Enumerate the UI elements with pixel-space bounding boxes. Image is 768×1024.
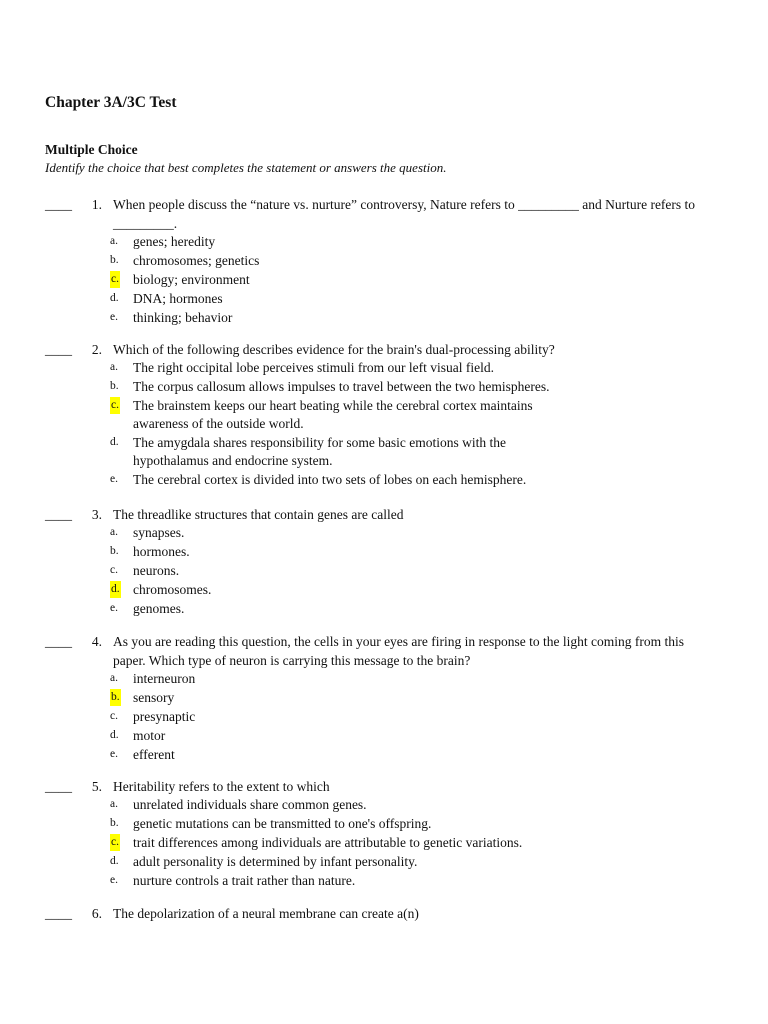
- question-number: 6.: [91, 906, 102, 921]
- question-stem: Which of the following describes evidence for the brain's dual-processing ability?: [113, 342, 555, 357]
- question-number: 5.: [91, 779, 102, 794]
- answer-blank: ____: [45, 342, 72, 357]
- question-stem: Heritability refers to the extent to which: [113, 779, 330, 794]
- choice-text: nurture controls a trait rather than nature.: [133, 873, 356, 888]
- choice-b: [0, 378, 768, 397]
- question-stem: As you are reading this question, the cells in your eyes are firing in response to the light coming from this paper. Which type of neuron is carrying this message to the brain?: [113, 634, 685, 668]
- question-stem: The threadlike structures that contain genes are called: [113, 507, 404, 522]
- choice-text: synapses.: [133, 525, 185, 540]
- choice-letter: b.: [110, 380, 119, 392]
- choice-letter: d.: [110, 855, 119, 867]
- choice-letter-highlighted: d.: [110, 581, 121, 598]
- choice-list: [0, 670, 768, 765]
- choice-list: [0, 359, 768, 490]
- question-stem: The depolarization of a neural membrane can create a(n): [113, 906, 419, 921]
- choice-text: The brainstem keeps our heart beating while the cerebral cortex maintains awareness of the outside world.: [133, 398, 533, 431]
- choice-list: [0, 524, 768, 619]
- choice-c: [0, 708, 768, 727]
- choice-letter: b.: [110, 817, 119, 829]
- choice-letter: b.: [110, 545, 119, 557]
- choice-text: chromosomes; genetics: [133, 253, 260, 268]
- choice-letter: a.: [110, 526, 118, 538]
- choice-letter: e.: [110, 473, 118, 485]
- choice-text: biology; environment: [133, 272, 250, 287]
- choice-text: DNA; hormones: [133, 291, 223, 306]
- choice-text: genomes.: [133, 601, 185, 616]
- choice-letter: d.: [110, 436, 119, 448]
- choice-text: trait differences among individuals are attributable to genetic variations.: [133, 835, 523, 850]
- choice-c: [0, 834, 768, 853]
- choice-d: [0, 727, 768, 746]
- question-number: 4.: [91, 634, 102, 649]
- choice-text: sensory: [133, 690, 175, 705]
- choice-letter-highlighted: c.: [110, 271, 120, 288]
- choice-letter: e.: [110, 311, 118, 323]
- answer-blank: ____: [45, 507, 72, 522]
- choice-a: [0, 796, 768, 815]
- instructions: Identify the choice that best completes the statement or answers the question.: [45, 160, 447, 175]
- choice-a: [0, 359, 768, 378]
- choice-d: [0, 290, 768, 309]
- choice-letter-highlighted: b.: [110, 689, 121, 706]
- choice-d: [0, 434, 768, 471]
- choice-letter: a.: [110, 235, 118, 247]
- page-title: Chapter 3A/3C Test: [45, 94, 177, 111]
- choice-letter: b.: [110, 254, 119, 266]
- choice-text: chromosomes.: [133, 582, 212, 597]
- choice-a: [0, 524, 768, 543]
- choice-letter-highlighted: c.: [110, 397, 120, 414]
- choice-letter: a.: [110, 361, 118, 373]
- choice-a: [0, 233, 768, 252]
- choice-e: [0, 600, 768, 619]
- question-number: 1.: [91, 197, 102, 212]
- choice-e: [0, 746, 768, 765]
- choice-list: [0, 233, 768, 328]
- choice-text: The right occipital lobe perceives stimuli from our left visual field.: [133, 360, 495, 375]
- choice-letter: d.: [110, 729, 119, 741]
- choice-text: The cerebral cortex is divided into two sets of lobes on each hemisphere.: [133, 472, 527, 487]
- answer-blank: ____: [45, 634, 72, 649]
- choice-text: The amygdala shares responsibility for some basic emotions with the hypothalamus and endocrine system.: [133, 435, 507, 468]
- choice-letter: a.: [110, 672, 118, 684]
- choice-text: presynaptic: [133, 709, 196, 724]
- question-number: 2.: [91, 342, 102, 357]
- choice-letter: e.: [110, 748, 118, 760]
- choice-e: [0, 872, 768, 891]
- choice-text: genetic mutations can be transmitted to one's offspring.: [133, 816, 432, 831]
- choice-letter: e.: [110, 874, 118, 886]
- choice-d: [0, 581, 768, 600]
- question-number: 3.: [91, 507, 102, 522]
- section-heading: Multiple Choice: [45, 142, 138, 157]
- choice-c: [0, 397, 768, 434]
- choice-b: [0, 815, 768, 834]
- choice-list: [0, 796, 768, 891]
- choice-text: motor: [133, 728, 166, 743]
- choice-d: [0, 853, 768, 872]
- choice-text: efferent: [133, 747, 175, 762]
- choice-c: [0, 271, 768, 290]
- answer-blank: ____: [45, 906, 72, 921]
- choice-letter-highlighted: c.: [110, 834, 120, 851]
- choice-b: [0, 689, 768, 708]
- choice-text: thinking; behavior: [133, 310, 233, 325]
- choice-letter: a.: [110, 798, 118, 810]
- answer-blank: ____: [45, 197, 72, 212]
- choice-b: [0, 252, 768, 271]
- choice-text: adult personality is determined by infant personality.: [133, 854, 418, 869]
- choice-text: hormones.: [133, 544, 190, 559]
- choice-e: [0, 471, 768, 490]
- choice-letter: e.: [110, 602, 118, 614]
- answer-blank: ____: [45, 779, 72, 794]
- choice-c: [0, 562, 768, 581]
- choice-a: [0, 670, 768, 689]
- choice-text: neurons.: [133, 563, 180, 578]
- choice-text: interneuron: [133, 671, 196, 686]
- choice-text: unrelated individuals share common genes.: [133, 797, 367, 812]
- choice-text: genes; heredity: [133, 234, 216, 249]
- choice-letter: d.: [110, 292, 119, 304]
- question-stem: When people discuss the “nature vs. nurture” controversy, Nature refers to _________ and Nurture refers to _________.: [113, 197, 696, 231]
- choice-e: [0, 309, 768, 328]
- choice-b: [0, 543, 768, 562]
- choice-letter: c.: [110, 710, 118, 722]
- choice-text: The corpus callosum allows impulses to travel between the two hemispheres.: [133, 379, 550, 394]
- choice-letter: c.: [110, 564, 118, 576]
